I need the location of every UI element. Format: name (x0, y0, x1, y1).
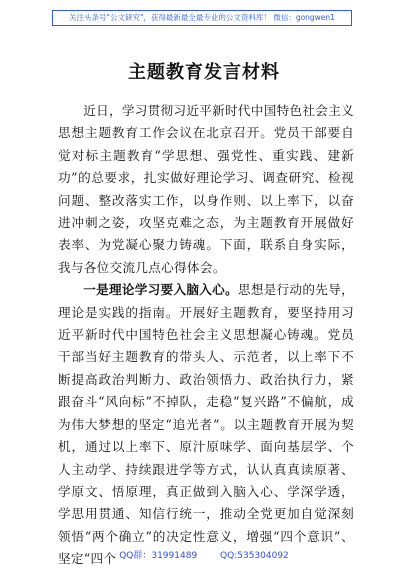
paragraph-text: 思想是行动的先导，理论是实践的指南。开展好主题教育，要坚持用习近平新时代中国特色社会主义思想凝心铸魂。党员干部当好主题教育的带头人、示范者，以上率下不断提高政治判断力、政治领悟力、政治执行力，紧跟奋斗“风向标”不掉队，走稳“复兴路”不偏航，成为伟大梦想的坚定“追光者”。以主题教育开展为契机，通过以上率下、原汁原味学、面向基层学、个人主动学、持续跟进学等方式，认认真真读原著、学原文、悟原理，真正做到入脑入心、学深学透，学思用贯通、知信行统一，推动全党更加自觉深刻领悟“两个确立”的决定性意义，增强“四个意识”、坚定“四个 (58, 282, 354, 567)
paragraph-theory (58, 279, 354, 570)
footer-qq: QQ:535304092 (220, 551, 289, 561)
document-title: 主题教育发言材料 (128, 62, 280, 83)
document-body (58, 100, 354, 571)
paragraph-intro: 近日，学习贯彻习近平新时代中国特色社会主义思想主题教育工作会议在北京召开。党员干部要自觉对标主题教育“学思想、强党性、重实践、建新功”的总要求，扎实做好理论学习、调查研究、检视问题、整改落实工作，以身作则、以上率下，以奋进冲刺之姿，攻坚克难之态，为主题教育开展做好表率、为党凝心聚力铸魂。下面，联系自身实际，我与各位交流几点心得体会。 (58, 103, 354, 275)
footer-contact (0, 548, 408, 561)
paragraph-lead: 一是理论学习要入脑入心。 (83, 282, 238, 298)
header-banner: 关注头条号"公文研究"，获得最新最全最专业的公文资料库！ 微信：gongwen1 (52, 10, 352, 26)
footer-qq-group: QQ群：31991489 (119, 551, 198, 561)
